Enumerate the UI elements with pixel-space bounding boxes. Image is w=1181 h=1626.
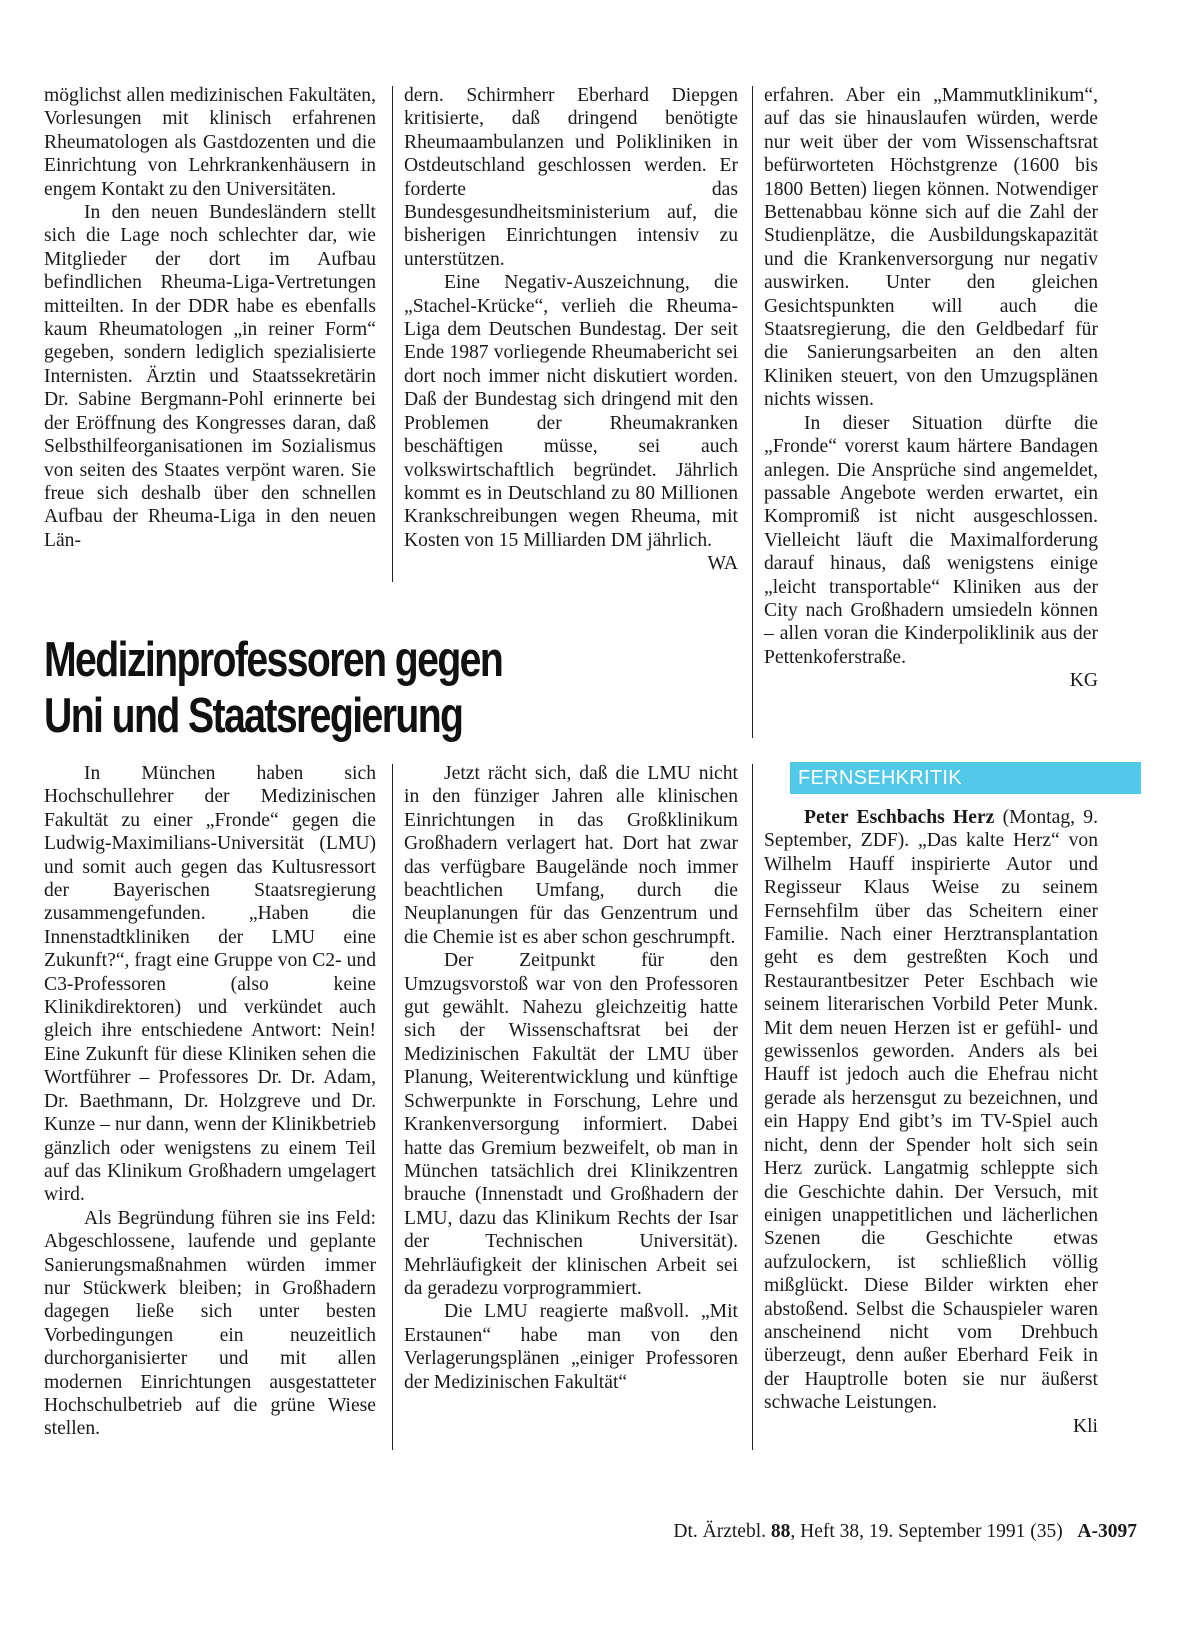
paragraph: erfahren. Aber ein „Mammutklinikum“, auf das sie hinauslaufen würden, werde nur weit über der vom Wissenschaftsrat befürworteten Höchstgrenze (1600 bis 1800 Betten) liegen können. Notwendiger Bettenabbau könne sich auf die Zahl der Studienplätze, die Ausbildungskapazität und die Krankenversorgung nur negativ auswirken. Unter den gleichen Gesichtspunkten will auch die Staatsregierung, die den Geldbedarf für die Sanierungsarbeiten an den alten Kliniken steuert, von den Umzugsplänen nichts wissen. xyxy=(764,85,1098,411)
author-signature: KG xyxy=(1069,670,1098,692)
paragraph: Der Zeitpunkt für den Umzugsvorstoß war von den Professoren gut gewählt. Nahezu gleichzeitig hatte sich der Wissenschaftsrat bei der Medizinischen Fakultät der LMU über Planung, Weiterentwicklung und künftige Schwerpunkte in Forschung, Lehre und Krankenversorgung informiert. Dabei hatte das Gremium bezweifelt, ob man in München tatsächlich drei Klinikzentren brauche (Innenstadt und Großhadern der LMU, dazu das Klinikum Rechts der Isar der Technischen Universität). Mehrläufigkeit der klinischen Arbeit sei da geradezu vorprogrammiert. xyxy=(404,950,738,1299)
column-divider xyxy=(752,86,753,738)
paragraph: Jetzt rächt sich, daß die LMU nicht in den fünziger Jahren alle klinischen Einrichtungen in das Großklinikum Großhadern verlagert hat. Dort hat zwar das verfügbare Baugelände noch immer beachtlichen Umfang, durch die Neuplanungen für das Genzentrum und die Chemie ist es aber schon geschrumpft. xyxy=(404,763,738,948)
paragraph: In München haben sich Hochschullehrer der Medizinischen Fakultät zu einer „Fronde“ gegen die Ludwig-Maximilians-Universität (LMU) und somit auch gegen das Kultusressort der Bayerischen Staatsregierung zusammengefunden. „Haben die Innenstadtkliniken der LMU eine Zukunft?“, fragt eine Gruppe von C2- und C3-Professoren (also keine Klinikdirektoren) und verkündet auch gleich ihre entschiedene Antwort: Nein! Eine Zukunft für diese Kliniken sehen die Wortführer – Professores Dr. Dr. Adam, Dr. Baethmann, Dr. Holzgreve und Dr. Kunze – nur dann, wenn der Klinikbetrieb gänzlich oder wenigstens zu einem Teil auf das Klinikum Großhadern umgelagert wird. xyxy=(44,763,376,1206)
bottom-column-2 xyxy=(404,762,738,1394)
article-headline xyxy=(44,632,620,744)
column-divider xyxy=(392,86,393,582)
paragraph: dern. Schirmherr Eberhard Diepgen kritisierte, daß dringend benötigte Rheumaambulanzen und Polikliniken in Ostdeutschland geschlossen werden. Er forderte das Bundesgesundheitsministerium auf, die bisherigen Einrichtungen intensiv zu unterstützen. xyxy=(404,85,738,270)
paragraph: möglichst allen medizinischen Fakultäten, Vorlesungen mit klinisch erfahrenen Rheumatologen als Gastdozenten und die Einrichtung von Lehrkrankenhäusern in engem Kontakt zu den Universitäten. xyxy=(44,85,376,200)
column-divider xyxy=(752,764,753,1450)
top-column-3 xyxy=(764,84,1098,693)
paragraph: Die LMU reagierte maßvoll. „Mit Erstaunen“ habe man von den Verlagerungsplänen „einiger Professoren der Medizinischen Fakultät“ xyxy=(404,1301,738,1393)
column-divider xyxy=(392,764,393,1450)
volume-number: 88 xyxy=(770,1521,791,1542)
tv-review-column xyxy=(764,806,1098,1438)
page-number: A-3097 xyxy=(1077,1521,1137,1542)
paragraph xyxy=(764,806,1098,1415)
issue-date: , Heft 38, 19. September 1991 (35) xyxy=(790,1521,1063,1542)
review-title: Peter Eschbachs Herz xyxy=(804,807,995,828)
section-label-bar xyxy=(790,762,1141,794)
paragraph: In den neuen Bundesländern stellt sich die Lage noch schlechter dar, wie Mitglieder der dort im Aufbau befindlichen Rheuma-Liga-Vertretungen mitteilten. In der DDR habe es ebenfalls kaum Rheumatologen „in reiner Form“ gegeben, sondern lediglich spezialisierte Internisten. Ärztin und Staatssekretärin Dr. Sabine Bergmann-Pohl erinnerte bei der Eröffnung des Kongresses daran, daß Selbsthilfeorganisationen im Sozialismus von seiten des Staates verpönt waren. Sie freue sich deshalb über den schnellen Aufbau der Rheuma-Liga in den neuen Län- xyxy=(44,202,376,551)
author-signature: Kli xyxy=(1072,1415,1098,1437)
paragraph: Als Begründung führen sie ins Feld: Abgeschlossene, laufende und geplante Sanierungsmaßnahmen würden immer nur Stückwerk bleiben; in Großhadern dagegen ließe sich unter besten Vorbedingungen ein neuzeitlich durchorganisierter und mit allen modernen Einrichtungen ausgestatteter Hochschulbetrieb auf die grüne Wiese stellen. xyxy=(44,1207,376,1440)
review-body: (Montag, 9. September, ZDF). „Das kalte Herz“ von Wilhelm Hauff inspirierte Autor und Regisseur Klaus Weise zu seinem Fernsehfilm über das Scheitern einer Familie. Nach einer Herztransplantation geht es dem gestreßten Koch und Restaurantbesitzer Peter Eschbach wie seinem literarischen Vorbild Peter Munk. Mit dem neuen Herzen ist er gefühl- und gewissenlos geworden. Anders als bei Hauff ist jedoch auch die Ehefrau nicht gerade als herzensgut zu bezeichnen, und ein Happy End gibt’s im TV-Spiel auch nicht, denn der Spender holt sich sein Herz zurück. Langatmig schleppte sich die Geschichte dahin. Der Versuch, mit einigen unappetitlichen und lächerlichen Szenen die Geschichte etwas aufzulockern, ist schließlich völlig mißglückt. Diese Bilder wirkten eher abstoßend. Selbst die Schauspieler waren anscheinend nicht vom Drehbuch überzeugt, denn außer Eberhard Feik in der Hauptrolle boten sie nur äußerst schwache Leistungen. xyxy=(764,807,1098,1414)
author-signature: WA xyxy=(707,553,738,575)
section-label: FERNSEHKRITIK xyxy=(798,767,962,789)
bottom-column-1 xyxy=(44,762,376,1441)
paragraph: Eine Negativ-Auszeichnung, die „Stachel-Krücke“, verlieh die Rheuma-Liga dem Deutschen Bundestag. Der seit Ende 1987 vorliegende Rheumabericht sei dort noch immer nicht diskutiert worden. Daß der Bundestag sich dringend mit den Problemen der Rheumakranken beschäftigen müsse, sei auch volkswirtschaftlich begründet. Jährlich kommt es in Deutschland zu 80 Millionen Krankschreibungen wegen Rheuma, mit Kosten von 15 Milliarden DM jährlich. xyxy=(404,272,738,551)
journal-citation: Dt. Ärztebl. xyxy=(673,1521,771,1542)
top-column-2 xyxy=(404,84,738,576)
paragraph: In dieser Situation dürfte die „Fronde“ vorerst kaum härtere Bandagen anlegen. Die Ansprüche sind angemeldet, passable Angebote werden erwartet, ein Kompromiß ist nicht ausgeschlossen. Vielleicht läuft die Maximalforderung darauf hinaus, daß wenigstens einige „leicht transportable“ Kliniken aus der City nach Großhadern umsiedeln können – allen voran die Kinderpoliklinik aus der Pettenkoferstraße. xyxy=(764,412,1098,668)
headline-line-2: Uni und Staatsregierung xyxy=(44,689,463,743)
page-footer xyxy=(673,1520,1137,1544)
top-column-1 xyxy=(44,84,376,552)
headline-line-1: Medizinprofessoren gegen xyxy=(44,633,503,687)
